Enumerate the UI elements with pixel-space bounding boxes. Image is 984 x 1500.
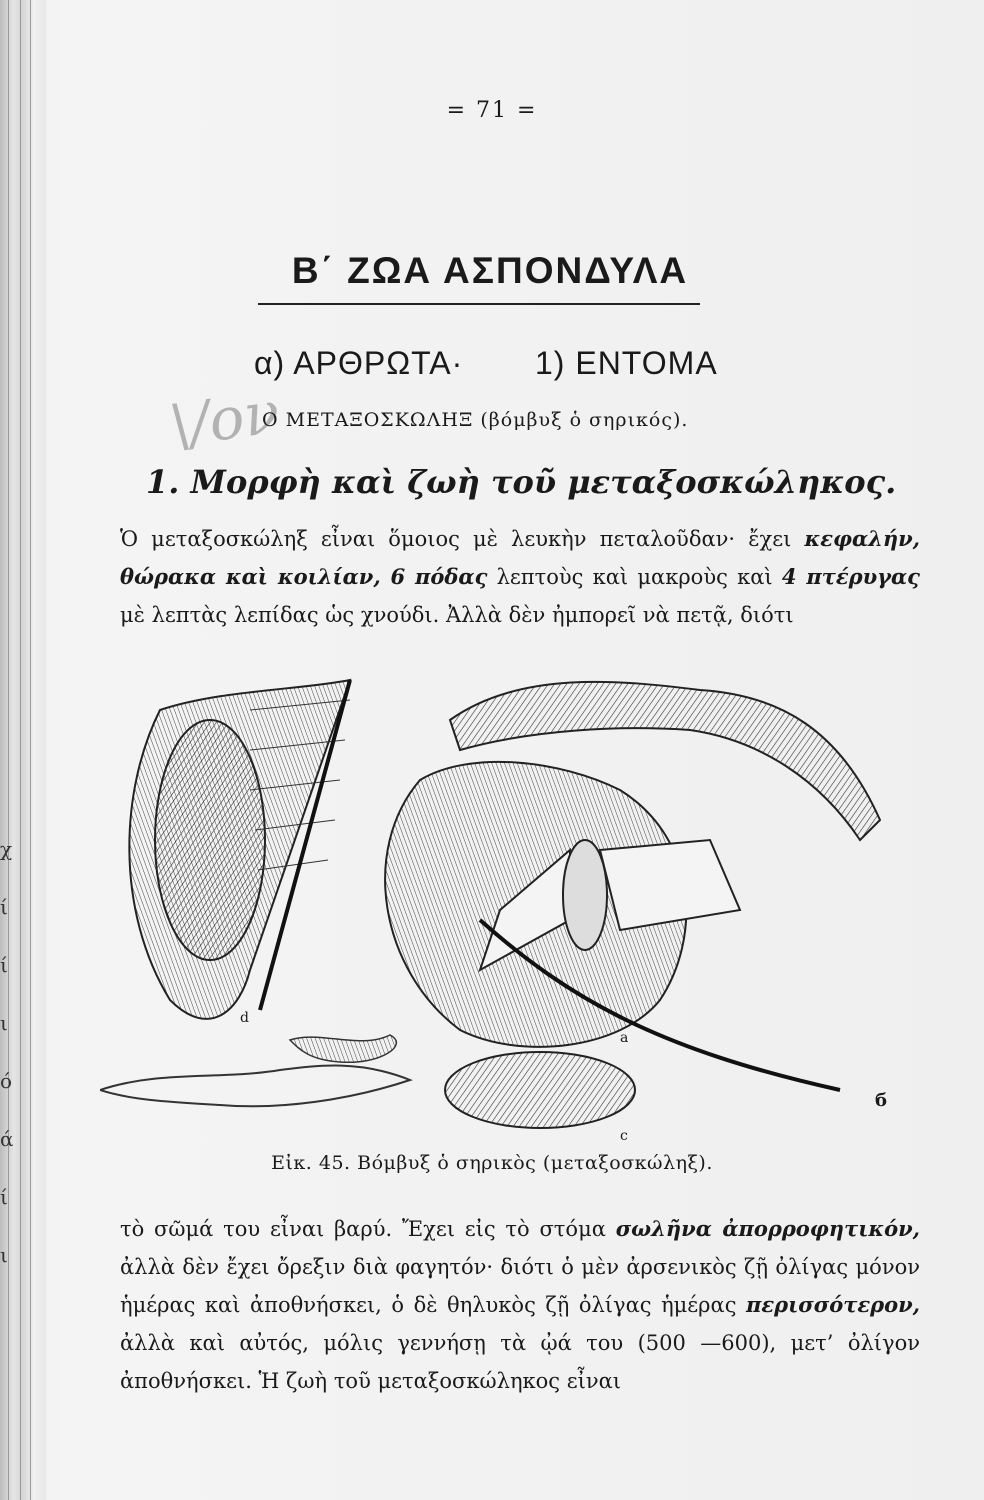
- spine-edge-line: [20, 0, 21, 1500]
- emphasis-text: 4 πτέρυγας: [781, 564, 920, 589]
- page-number: = 71 =: [446, 98, 538, 123]
- emphasis-text: σωλῆνα ἀπορροφητικόν,: [615, 1216, 920, 1241]
- paragraph-1: [120, 520, 920, 634]
- paragraph-text: τὸ σῶμά του εἶναι βαρύ. Ἔχει εἰς τὸ στόμα: [120, 1217, 616, 1241]
- subheading-arthropoda: α) ΑΡΘΡΩΤΑ·: [254, 345, 464, 381]
- cocoon-shape: [155, 720, 265, 960]
- egg-cluster: [290, 1035, 396, 1062]
- emphasis-text: κεφαλήν, θώρακα καὶ κοιλίαν, 6 πόδας: [120, 526, 920, 589]
- engraving-drawing: [100, 670, 900, 1140]
- figure-label-d: d: [240, 1010, 249, 1026]
- margin-glyph: ί: [0, 1185, 8, 1209]
- paragraph-text: μὲ λεπτὰς λεπίδας ὡς χνούδι. Ἀλλὰ δὲν ἠμπορεῖ νὰ πετᾷ, διότι: [120, 603, 794, 627]
- pupa: [445, 1052, 635, 1128]
- margin-glyph: ι: [0, 1243, 8, 1267]
- chapter-title: 1. Μορφὴ καὶ ζωὴ τοῦ μεταξοσκώληκος.: [146, 463, 897, 501]
- paragraph-text: ἀλλὰ καὶ αὐτός, μόλις γεννήσῃ τὰ ᾠά του (500 —600), μετ’ ὀλίγον ἀποθνήσκει. Ἡ ζωὴ τοῦ μεταξοσκώληκος εἶναι: [120, 1331, 920, 1393]
- paragraph-text: λεπτοὺς καὶ μακροὺς καὶ: [487, 565, 782, 589]
- moth-right-wing: [600, 840, 740, 930]
- paragraph-text: Ὁ μεταξοσκώληξ εἶναι ὅμοιος μὲ λευκὴν πεταλοῦδαν· ἔχει: [120, 527, 805, 551]
- margin-glyph: ί: [0, 895, 8, 919]
- figure-label-a: a: [620, 1030, 629, 1046]
- species-heading: Ο ΜΕΤΑΞΟΣΚΩΛΗΞ (βόμβυξ ὁ σηρικός).: [262, 409, 689, 431]
- margin-glyph: ό: [0, 1069, 13, 1093]
- paragraph-text: ἀλλὰ δὲν ἔχει ὄρεξιν διὰ φαγητόν· διότι ὁ μὲν ἀρσενικὸς ζῇ ὀλίγας μόνον ἡμέρας καὶ ἀποθνήσκει, ὁ δὲ θηλυκὸς ζῇ ὀλίγας ἡμέρας: [120, 1255, 920, 1317]
- silkworm-illustration: [100, 670, 900, 1144]
- figure-caption: Εἰκ. 45. Βόμβυξ ὁ σηρικὸς (μεταξοσκώληξ).: [271, 1152, 713, 1174]
- handwritten-mark: \/ον: [165, 377, 284, 461]
- paragraph-2: [120, 1210, 920, 1400]
- section-rule: [258, 303, 700, 305]
- figure-label-b: б: [875, 1090, 888, 1111]
- egg-strands: [100, 1066, 410, 1107]
- facing-page-glyphs: [0, 820, 20, 1284]
- margin-glyph: ί: [0, 953, 8, 977]
- margin-glyph: χ: [0, 837, 13, 861]
- section-title: Β΄ ΖΩΑ ΑΣΠΟΝΔΥΛΑ: [291, 250, 689, 291]
- emphasis-text: περισσότερον,: [746, 1292, 920, 1317]
- moth-body: [563, 840, 607, 950]
- margin-glyph: ι: [0, 1011, 8, 1035]
- figure-label-c: c: [620, 1128, 628, 1144]
- margin-glyph: ά: [0, 1127, 14, 1151]
- subheading-insects: 1) ΕΝΤΟΜΑ: [535, 345, 718, 381]
- spine-edge-line: [30, 0, 31, 1500]
